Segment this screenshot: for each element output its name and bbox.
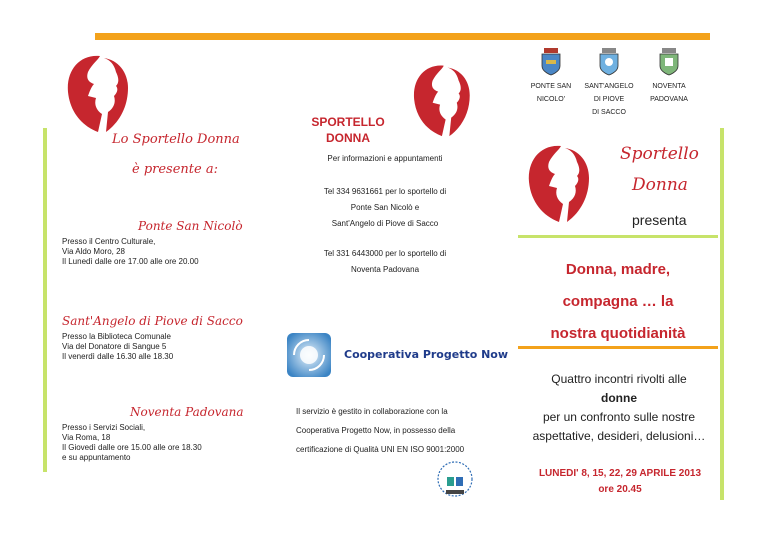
location-name-santangelo: Sant'Angelo di Piove di Sacco bbox=[62, 314, 243, 328]
woman-profile-logo bbox=[62, 52, 132, 134]
location-name-ponte-san-nicolo: Ponte San Nicolò bbox=[138, 219, 243, 233]
location-name-noventa: Noventa Padovana bbox=[130, 405, 244, 419]
municipality-label-noventa: NOVENTA PADOVANA bbox=[650, 83, 688, 103]
left-accent-bar bbox=[43, 128, 47, 472]
woman-profile-logo-right bbox=[522, 142, 594, 224]
sportello-title: SPORTELLO DONNA bbox=[311, 115, 385, 145]
info-label: Per informazioni e appuntamenti bbox=[327, 154, 443, 163]
ponte-san-nicolo-crest-icon bbox=[540, 48, 562, 76]
location-details-santangelo: Presso la Biblioteca Comunale Via del Donatore di Sangue 5 Il venerdì dalle 16.30 alle 18.30 bbox=[62, 332, 174, 361]
left-heading-1: Lo Sportello Donna bbox=[112, 132, 240, 147]
presenta-label: presenta bbox=[632, 212, 687, 228]
location-details-ponte-san-nicolo: Presso il Centro Culturale, Via Aldo Moro, 28 Il Lunedì dalle ore 17.00 alle ore 20.00 bbox=[62, 237, 199, 266]
headline: Donna, madre, compagna … la nostra quotidianità bbox=[550, 261, 686, 342]
brand-sportello: Sportello bbox=[620, 144, 699, 164]
phone-block-2: Tel 331 6443000 per lo sportello di Noventa Padovana bbox=[323, 249, 447, 274]
noventa-padovana-crest-icon bbox=[658, 48, 680, 76]
event-dates: LUNEDI' 8, 15, 22, 29 APRILE 2013 bbox=[538, 468, 702, 479]
service-text: Il servizio è gestito in collaborazione con la Cooperativa Progetto Now, in possesso della certificazione di Qualità UNI EN ISO 9001:2000 bbox=[296, 407, 465, 454]
woman-profile-logo-middle bbox=[408, 62, 474, 138]
cooperativa-name: Cooperativa Progetto Now bbox=[344, 348, 509, 361]
quality-certification-seal-icon bbox=[436, 460, 474, 500]
municipality-label-ponte-san-nicolo: PONTE SAN NICOLO' bbox=[530, 83, 572, 103]
headline-top-rule bbox=[518, 235, 718, 238]
cooperativa-logo-icon bbox=[286, 332, 332, 378]
brand-donna: Donna bbox=[632, 175, 688, 195]
left-heading-2: è presente a: bbox=[132, 162, 218, 177]
santangelo-crest-icon bbox=[598, 48, 620, 76]
phone-block-1: Tel 334 9631661 per lo sportello di Ponte San Nicolò e Sant'Angelo di Piove di Sacco bbox=[323, 187, 447, 228]
event-time: ore 20.45 bbox=[598, 484, 642, 495]
location-details-noventa: Presso i Servizi Sociali, Via Roma, 18 Il Giovedì dalle ore 15.00 alle ore 18.30 e su appuntamento bbox=[62, 423, 202, 462]
top-accent-bar bbox=[95, 33, 710, 40]
description: Quattro incontri rivolti alle donne per un confronto sulle nostre aspettative, desideri, delusioni… bbox=[532, 372, 706, 443]
municipality-label-santangelo: SANT'ANGELO DI PIOVE DI SACCO bbox=[584, 83, 634, 116]
event-schedule bbox=[512, 466, 728, 498]
